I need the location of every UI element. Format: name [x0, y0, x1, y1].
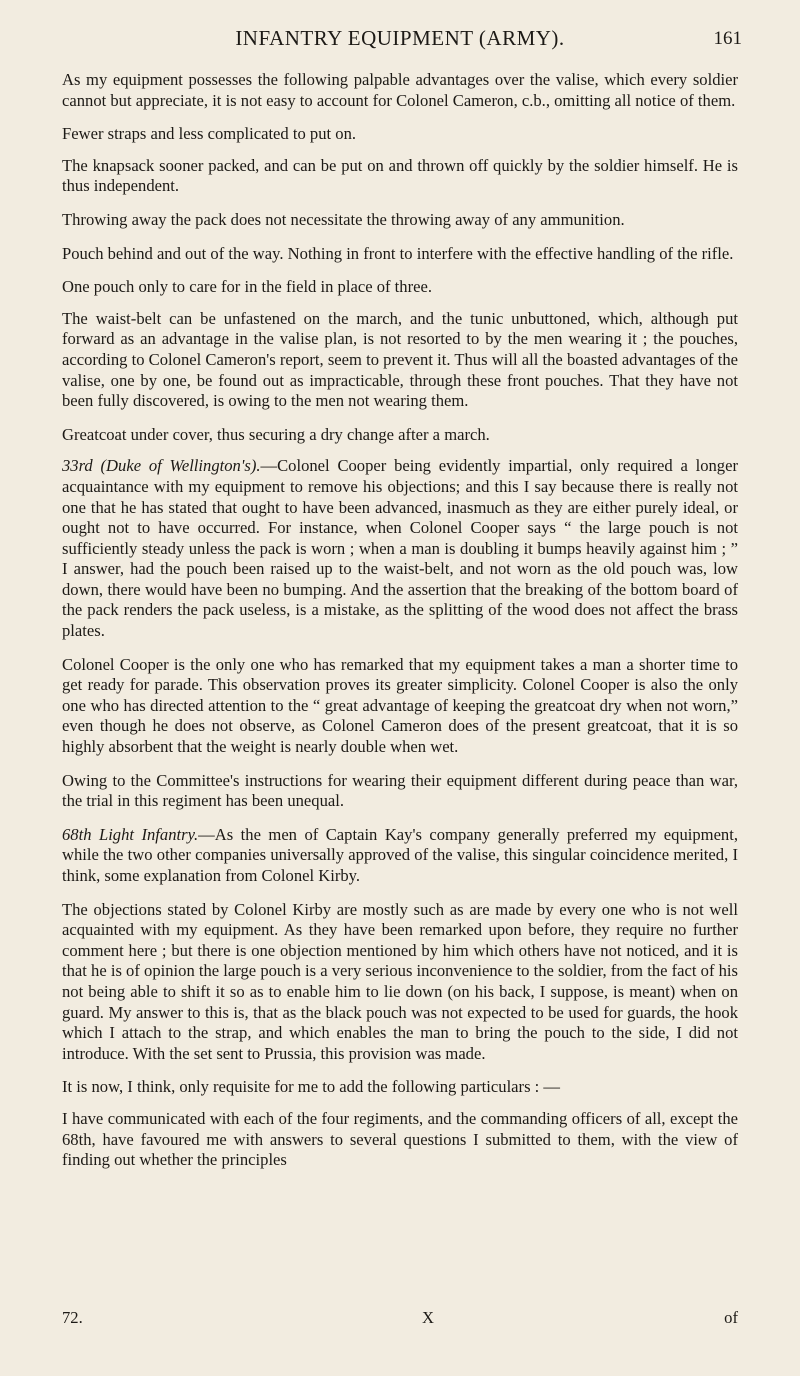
- paragraph: Owing to the Committee's instructions for wearing their equipment different during peace than war, the trial in this regiment has been unequal.: [62, 770, 738, 811]
- paragraph: As my equipment possesses the following palpable advantages over the valise, which every soldier cannot but appreciate, it is not easy to account for Colonel Cameron, c.b., omitting all notice of them.: [62, 70, 738, 110]
- paragraph: The waist-belt can be unfastened on the march, and the tunic unbuttoned, which, although put forward as an advantage in the valise plan, is not resorted to by the men wearing it ; the pouches, according to Colonel Cameron's report, seem to prevent it. Thus will all the boasted advantages of the valise, one by one, be found out as impracticable, through these front pouches. That they have not been fully discovered, is owing to the men not wearing them.: [62, 308, 738, 411]
- running-header: INFANTRY EQUIPMENT (ARMY).: [235, 26, 565, 50]
- regiment-text: —As the men of Captain Kay's company generally preferred my equipment, while the two other companies universally approved of the valise, this singular coincidence merited, I think, some explanation from Colonel Kirby.: [62, 824, 738, 885]
- paragraph: I have communicated with each of the four regiments, and the commanding officers of all, except the 68th, have favoured me with answers to several questions I submitted to them, with the view of finding out whether the principles: [62, 1108, 738, 1170]
- paragraph-regiment-68: [62, 825, 738, 887]
- page-footer: [62, 1308, 738, 1330]
- paragraph-regiment-33: [62, 456, 738, 641]
- catchword: of: [724, 1308, 738, 1327]
- paragraph: The knapsack sooner packed, and can be put on and thrown off quickly by the soldier himself. He is thus independent.: [62, 155, 738, 196]
- paragraph: Colonel Cooper is the only one who has remarked that my equipment takes a man a shorter time to get ready for parade. This observation proves its greater simplicity. Colonel Cooper is also the only one who has directed attention to the “ great advantage of keeping the greatcoat dry when not worn,” even though he does not observe, as Colonel Cameron does of the present greatcoat, that it is so highly absorbent that the weight is nearly double when wet.: [62, 654, 738, 757]
- paragraph: It is now, I think, only requisite for me to add the following particulars : —: [62, 1077, 561, 1097]
- regiment-label: 33rd (Duke of Wellington's).: [62, 456, 261, 476]
- paragraph: Greatcoat under cover, thus securing a dry change after a march.: [62, 424, 490, 444]
- footer-number: 72.: [62, 1308, 83, 1327]
- paragraph: Fewer straps and less complicated to put on.: [62, 124, 357, 144]
- body-text: [62, 70, 738, 1171]
- paragraph: Pouch behind and out of the way. Nothing in front to interfere with the effective handling of the rifle.: [62, 243, 734, 263]
- paragraph: Throwing away the pack does not necessitate the throwing away of any ammunition.: [62, 209, 625, 229]
- page-number: 161: [713, 28, 742, 49]
- regiment-text: —Colonel Cooper being evidently impartial, only required a longer acquaintance with my equipment to remove his objections; and this I say because there is really not one that he has stated that ought to have been advanced, inasmuch as they are either purely ideal, or ought not to have occurred. For instance, when Colonel Cooper says “ the large pouch is not sufficiently steady unless the pack is worn ; when a man is doubling it bumps heavily against him ; ” I answer, had the pouch been raised up to the waist-belt, and not worn as the old pouch was, low down, there would have been no bumping. And the assertion that the breaking of the bottom board of the pack renders the pack useless, is a mistake, as the splitting of the wood does not affect the brass plates.: [62, 456, 738, 641]
- paragraph: One pouch only to care for in the field in place of three.: [62, 277, 432, 297]
- signature-mark: X: [422, 1308, 434, 1327]
- paragraph: The objections stated by Colonel Kirby are mostly such as are made by every one who is not well acquainted with my equipment. As they have been remarked upon before, they require no further comment here ; but there is one objection mentioned by him which others have not noticed, and it is that he is of opinion the large pouch is a very serious inconvenience to the soldier, from the fact of his not being able to shift it so as to enable him to lie down (on his back, I suppose, is meant) when on guard. My answer to this is, that as the black pouch was not expected to be used for guards, the hook which I attach to the strap, and which enables the man to bring the pouch to the side, I did not introduce. With the set sent to Prussia, this provision was made.: [62, 899, 738, 1063]
- regiment-label: 68th Light Infantry.: [62, 824, 199, 844]
